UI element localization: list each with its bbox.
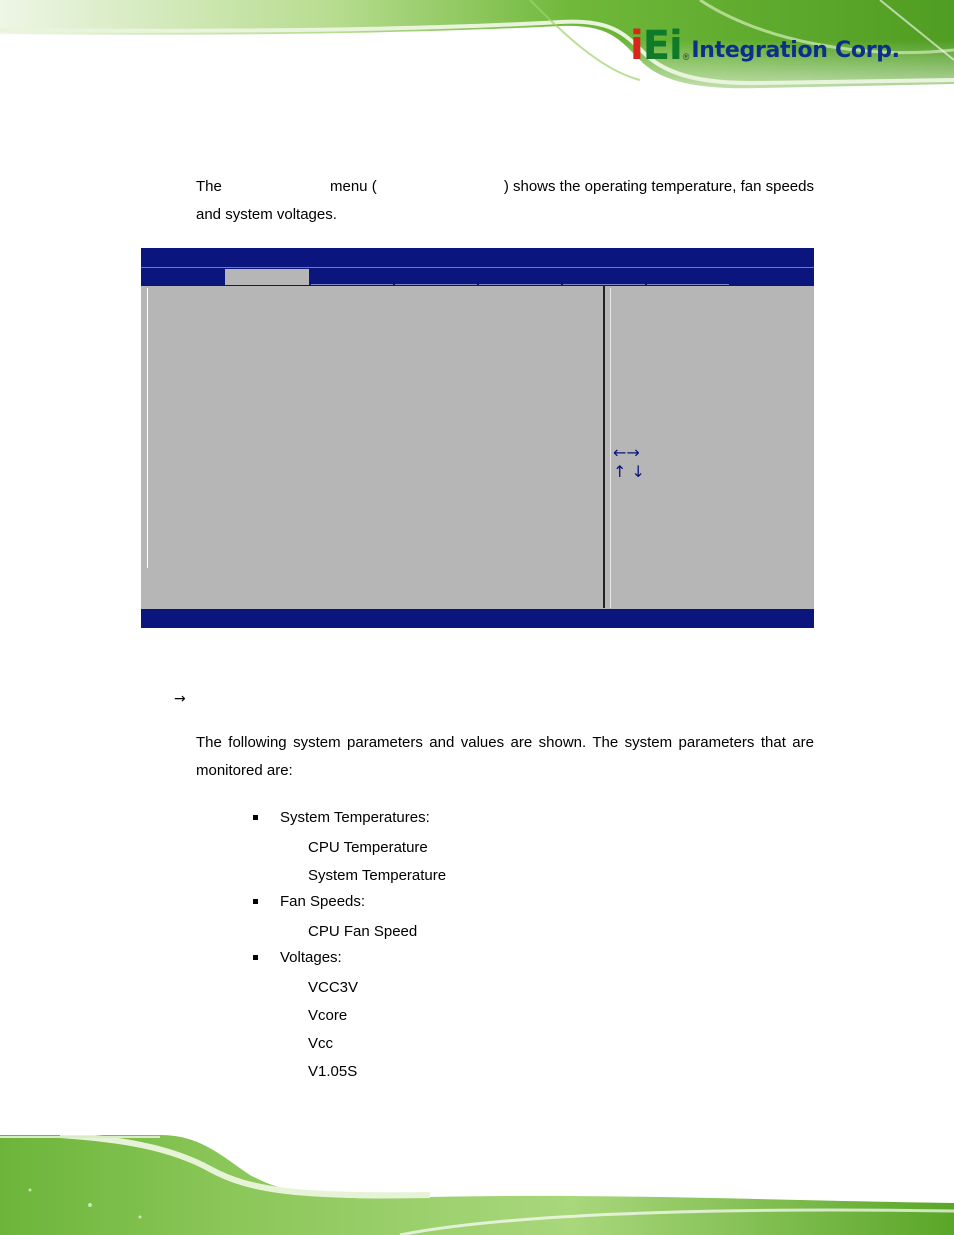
bullet-square-icon xyxy=(253,815,258,820)
bios-status-bar xyxy=(141,609,814,628)
logo-registered: ® xyxy=(682,52,690,62)
up-down-arrows-icon: ↑ ↓ xyxy=(613,462,645,481)
logo-wordmark: Integration Corp. xyxy=(691,38,900,63)
page-footer xyxy=(0,1135,954,1235)
list-item: System Temperature xyxy=(308,867,447,884)
list-item: CPU Temperature xyxy=(308,839,428,856)
bios-tab-5[interactable] xyxy=(479,269,561,285)
group-label: Fan Speeds: xyxy=(280,893,366,910)
list-item: Vcc xyxy=(308,1035,334,1052)
list-item: CPU Fan Speed xyxy=(308,923,418,940)
intro-word-the: The xyxy=(196,178,222,195)
list-item: Vcore xyxy=(308,1007,348,1024)
bios-tab-4[interactable] xyxy=(395,269,477,285)
intro-line-1 xyxy=(196,173,814,201)
bios-screen-figure xyxy=(141,248,814,628)
list-item: VCC3V xyxy=(308,979,359,996)
bios-help-panel xyxy=(613,443,645,481)
bullet-square-icon xyxy=(253,955,258,960)
bullet-square-icon xyxy=(253,899,258,904)
list-item: V1.05S xyxy=(308,1063,358,1080)
left-right-arrows-icon: ←→ xyxy=(613,443,640,462)
bios-tab-main[interactable] xyxy=(141,269,223,285)
bios-left-edge xyxy=(147,288,148,568)
intro-rest: ) shows the operating temperature, fan speeds xyxy=(503,178,814,195)
group-label: Voltages: xyxy=(280,949,342,966)
logo-mark: iEi xyxy=(630,23,682,69)
intro-word-menu: menu ( xyxy=(330,178,377,195)
bios-tab-bar xyxy=(141,267,814,286)
bios-panel-divider-highlight xyxy=(610,288,611,608)
footer-banner-graphic xyxy=(0,1135,954,1235)
bios-tab-7[interactable] xyxy=(647,269,729,285)
intro-line-2: and system voltages. xyxy=(196,206,337,223)
bios-panel-divider xyxy=(603,285,605,608)
section-arrow-icon: → xyxy=(174,691,186,707)
bios-tab-6[interactable] xyxy=(563,269,645,285)
bios-tab-active[interactable] xyxy=(225,269,309,285)
section-paragraph: The following system parameters and values are shown. The system parameters that are monitored are: xyxy=(196,734,814,779)
company-logo xyxy=(630,23,900,69)
bios-tab-3[interactable] xyxy=(311,269,393,285)
page-header xyxy=(0,0,954,112)
bios-title-bar xyxy=(141,248,814,267)
group-label: System Temperatures: xyxy=(280,809,430,826)
